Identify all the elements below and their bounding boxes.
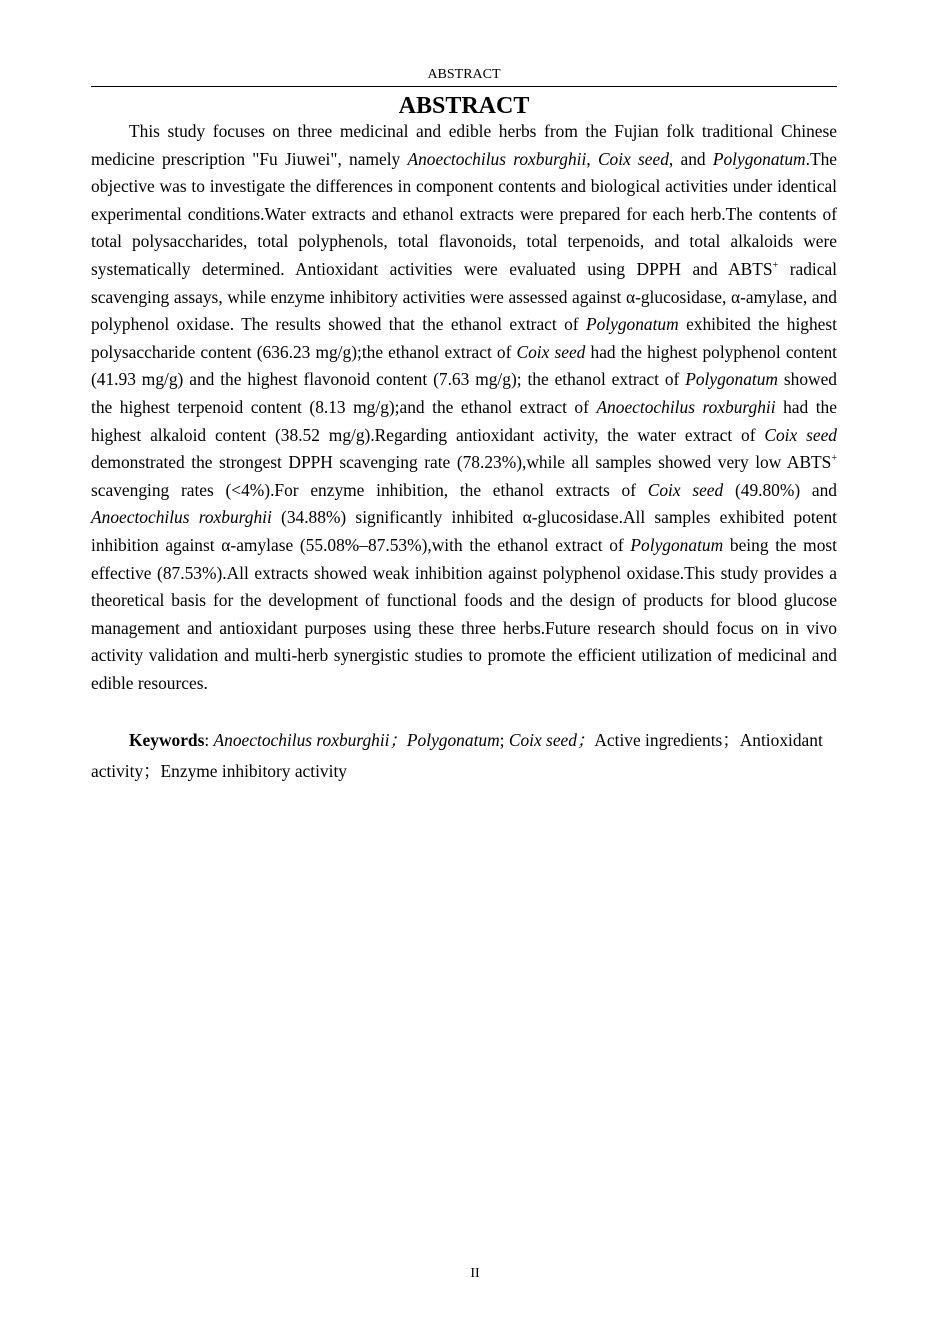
keyword: Coix seed； <box>508 730 595 750</box>
abstract-body <box>91 118 837 697</box>
abstract-text: radical scavenging assays, while enzyme inhibitory activities were assessed against α-glucosidase, α-amylase, and polyphenol oxidase. The results showed that the ethanol extract of <box>91 258 838 335</box>
species-name: Anoectochilus roxburghii <box>596 396 776 417</box>
species-name: Anoectochilus roxburghii <box>91 507 272 528</box>
keyword: Active ingredients；Antioxidant activity；Enzyme inhibitory activity <box>91 730 823 781</box>
abstract-text: (34.88%) significantly inhibited α-glucosidase.All samples exhibited potent inhibition against α-amylase (55.08%–87.53%),with the ethanol extract of <box>91 507 837 555</box>
page-number: II <box>470 1266 480 1281</box>
abstract-text: had the highest polyphenol content (41.93 mg/g) and the highest flavonoid content (7.63 mg/g); the ethanol extract of <box>91 341 838 390</box>
abstract-text: .The objective was to investigate the differences in component contents and biological activities under identical experimental conditions.Water extracts and ethanol extracts were prepared for each herb.The contents of total polysaccharides, total polyphenols, total flavonoids, total terpenoids, and total alkaloids were systematically determined. Antioxidant activities were evaluated using DPPH and ABTS <box>91 148 837 279</box>
species-name: Coix seed <box>764 424 837 445</box>
running-header: ABSTRACT <box>427 67 501 82</box>
species-name: Polygonatum <box>685 369 778 390</box>
abstract-text: scavenging rates (<4%).For enzyme inhibition, the ethanol extracts of <box>91 479 648 500</box>
abstract-text: , and <box>668 148 713 169</box>
keyword-separator: ; <box>499 730 509 750</box>
species-name: Coix seed <box>647 479 724 500</box>
abstract-text: being the most effective (87.53%).All extracts showed weak inhibition against polyphenol oxidase.This study provides a theoretical basis for the development of functional foods and the design of products for blood glucose management and antioxidant purposes using these three herbs.Future research should focus on in vivo activity validation and multi-herb synergistic studies to promote the efficient utilization of medicinal and edible resources. <box>91 534 837 693</box>
species-name: Anoectochilus roxburghii <box>407 148 587 169</box>
species-name: Polygonatum <box>585 314 679 335</box>
page-title: ABSTRACT <box>398 93 530 119</box>
abstract-text: , <box>586 148 598 169</box>
superscript-plus: + <box>831 453 837 465</box>
header-rule <box>91 86 837 87</box>
keyword: Anoectochilus roxburghii； <box>213 730 407 750</box>
abstract-text: exhibited the highest polysaccharide content (636.23 mg/g);the ethanol extract of <box>91 314 837 362</box>
abstract-text: had the highest alkaloid content (38.52 mg/g).Regarding antioxidant activity, the water extract of <box>91 396 837 445</box>
keywords-colon: : <box>204 730 214 750</box>
superscript-plus: + <box>772 260 779 272</box>
abstract-text: (49.80%) and <box>723 479 837 500</box>
keyword: Polygonatum <box>406 730 500 750</box>
abstract-text: This study focuses on three medicinal and edible herbs from the Fujian folk traditional Chinese medicine prescription "Fu Jiuwei", namely <box>91 121 837 169</box>
keywords-line <box>91 725 837 787</box>
species-name: Polygonatum <box>712 148 806 169</box>
abstract-text: showed the highest terpenoid content (8.13 mg/g);and the ethanol extract of <box>91 369 838 417</box>
species-name: Coix seed <box>597 148 669 169</box>
species-name: Coix seed <box>516 341 586 362</box>
species-name: Polygonatum <box>630 534 724 555</box>
keywords-label: Keywords <box>129 730 205 750</box>
abstract-text: demonstrated the strongest DPPH scavenging rate (78.23%),while all samples showed very low ABTS <box>91 452 832 473</box>
